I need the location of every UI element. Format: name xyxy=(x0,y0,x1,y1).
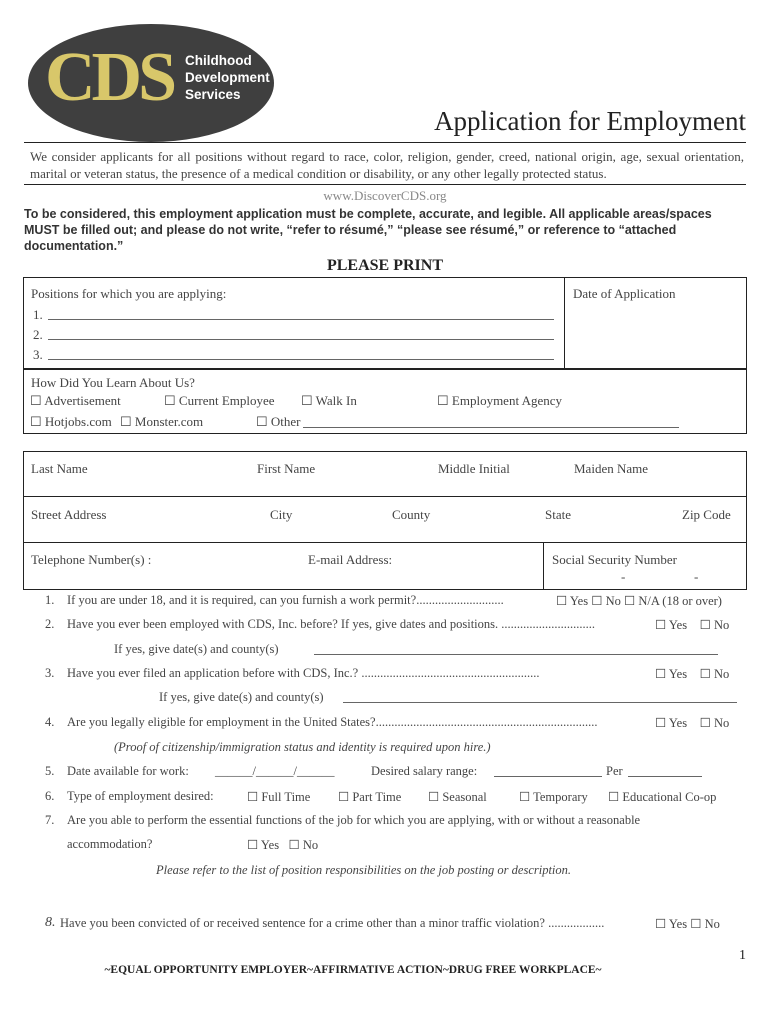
question-3-answers xyxy=(655,666,729,682)
q4-no-label: No xyxy=(713,716,730,730)
question-6-number: 6. xyxy=(45,789,55,803)
question-3-text: Have you ever filed an application before with CDS, Inc.? ......................................................... xyxy=(67,666,540,680)
instructions: To be considered, this employment application must be complete, accurate, and legible. All applicable areas/spaces MUST be filled out; and please do not write, “refer to résumé,” “please see résumé,” or reference to “attached documentation.” xyxy=(24,207,712,253)
desired-salary-input[interactable] xyxy=(494,762,602,777)
question-8-answers xyxy=(655,916,720,932)
current-employee-checkbox[interactable] xyxy=(164,393,176,408)
logo-line-2: Development xyxy=(185,70,270,85)
question-3-followup-label: If yes, give date(s) and county(s) xyxy=(159,690,324,704)
q7-yes-label: Yes xyxy=(260,838,280,852)
position-3-input[interactable] xyxy=(48,345,554,360)
q7-no-checkbox[interactable] xyxy=(288,838,299,852)
desired-salary-label: Desired salary range: xyxy=(371,764,478,778)
part-time-checkbox[interactable] xyxy=(338,790,349,804)
q3-no-label: No xyxy=(713,667,730,681)
referral-source-label: How Did You Learn About Us? xyxy=(31,375,195,390)
employment-agency-checkbox[interactable] xyxy=(437,393,449,408)
q2-yes-label: Yes xyxy=(668,618,688,632)
question-2-answers xyxy=(655,617,729,633)
date-available-input[interactable]: ______/______/______ xyxy=(215,764,335,778)
question-4-note: (Proof of citizenship/immigration status and identity is required upon hire.) xyxy=(114,740,491,754)
seasonal-option[interactable] xyxy=(428,789,487,805)
logo-line-1: Childhood xyxy=(185,53,252,68)
walk-in-option[interactable] xyxy=(301,393,357,409)
q1-yes-checkbox[interactable] xyxy=(556,594,567,608)
part-time-label: Part Time xyxy=(352,790,402,804)
middle-initial-label: Middle Initial xyxy=(438,461,510,476)
q8-no-checkbox[interactable] xyxy=(690,917,701,931)
current-employee-option[interactable] xyxy=(164,393,275,409)
q8-yes-checkbox[interactable] xyxy=(655,917,666,931)
logo-line-3: Services xyxy=(185,87,241,102)
position-1-number: 1. xyxy=(33,307,43,322)
other-option[interactable] xyxy=(256,414,301,430)
footer-slogan: ~EQUAL OPPORTUNITY EMPLOYER~AFFIRMATIVE ACTION~DRUG FREE WORKPLACE~ xyxy=(104,964,602,976)
zip-code-label: Zip Code xyxy=(682,507,731,522)
question-8-text: Have you been convicted of or received sentence for a crime other than a minor traffic violation? .................. xyxy=(60,916,605,930)
question-5-number: 5. xyxy=(45,764,55,778)
question-3-followup-input[interactable] xyxy=(343,688,737,703)
question-2-followup-label: If yes, give date(s) and county(s) xyxy=(114,642,279,656)
temporary-option[interactable] xyxy=(519,789,588,805)
monster-checkbox[interactable] xyxy=(120,414,132,429)
temporary-checkbox[interactable] xyxy=(519,790,530,804)
monster-label: Monster.com xyxy=(134,414,204,429)
q7-yes-checkbox[interactable] xyxy=(247,838,258,852)
please-print-heading: PLEASE PRINT xyxy=(326,257,444,274)
question-6-label: Type of employment desired: xyxy=(67,789,214,803)
first-name-label: First Name xyxy=(257,461,316,476)
state-label: State xyxy=(545,507,571,522)
advertisement-label: Advertisement xyxy=(44,393,121,408)
part-time-option[interactable] xyxy=(338,789,401,805)
question-3-number: 3. xyxy=(45,666,55,680)
q3-no-checkbox[interactable] xyxy=(700,667,711,681)
positions-label: Positions for which you are applying: xyxy=(31,286,227,301)
q2-no-checkbox[interactable] xyxy=(700,618,711,632)
question-2-text: Have you ever been employed with CDS, Inc. before? If yes, give dates and positions. .............................. xyxy=(67,617,596,631)
salary-per-label: Per xyxy=(606,764,623,778)
employment-agency-option[interactable] xyxy=(437,393,562,409)
question-7-answers xyxy=(247,837,318,853)
q3-yes-label: Yes xyxy=(668,667,688,681)
q2-yes-checkbox[interactable] xyxy=(655,618,666,632)
question-7-note: Please refer to the list of position responsibilities on the job posting or description. xyxy=(156,863,572,877)
q8-no-label: No xyxy=(704,917,720,931)
question-7-text: Are you able to perform the essential functions of the job for which you are applying, with or without a reasonable xyxy=(67,813,641,827)
question-7-number: 7. xyxy=(45,813,55,827)
position-1-input[interactable] xyxy=(48,305,554,320)
name-fields[interactable] xyxy=(24,478,746,495)
date-of-application-label: Date of Application xyxy=(573,286,676,301)
ssn-dash-2: - xyxy=(694,569,699,584)
question-1-number: 1. xyxy=(45,593,55,607)
salary-per-input[interactable] xyxy=(628,762,702,777)
eeo-statement: We consider applicants for all positions without regard to race, color, religion, gender, creed, national origin, age, sexual orientation, marital or veteran status, the presence of a medical condition or disability, or any other legally protected status. xyxy=(30,149,744,181)
q8-yes-label: Yes xyxy=(668,917,688,931)
ssn-dash-1: - xyxy=(621,569,626,584)
advertisement-checkbox[interactable] xyxy=(30,393,42,408)
q4-yes-label: Yes xyxy=(668,716,688,730)
question-5-label: Date available for work: xyxy=(67,764,189,778)
logo-text xyxy=(185,52,270,103)
question-7-text-continued: accommodation? xyxy=(67,837,153,851)
personal-row-divider-2 xyxy=(23,542,747,543)
q4-yes-checkbox[interactable] xyxy=(655,716,666,730)
company-logo xyxy=(27,22,275,148)
eeo-rule xyxy=(24,184,746,185)
question-2-followup-input[interactable] xyxy=(314,640,718,655)
seasonal-checkbox[interactable] xyxy=(428,790,439,804)
q7-no-label: No xyxy=(302,838,319,852)
position-2-number: 2. xyxy=(33,327,43,342)
q1-na-label: N/A (18 or over) xyxy=(638,594,722,608)
last-name-label: Last Name xyxy=(31,461,88,476)
educational-coop-label: Educational Co-op xyxy=(622,790,717,804)
ssn-field[interactable] xyxy=(545,570,745,589)
page-title: Application for Employment xyxy=(434,106,746,136)
hotjobs-checkbox[interactable] xyxy=(30,414,42,429)
walk-in-label: Walk In xyxy=(315,393,357,408)
position-3-number: 3. xyxy=(33,347,43,362)
question-2-number: 2. xyxy=(45,617,55,631)
logo-letters: CDS xyxy=(45,39,174,116)
seasonal-label: Seasonal xyxy=(442,790,487,804)
position-2-input[interactable] xyxy=(48,325,554,340)
q2-no-label: No xyxy=(713,618,730,632)
telephone-field[interactable] xyxy=(24,570,304,589)
street-address-label: Street Address xyxy=(31,507,107,522)
monster-option[interactable] xyxy=(120,414,203,430)
county-label: County xyxy=(392,507,431,522)
question-8-number: 8. xyxy=(45,915,56,930)
website-link[interactable]: www.DiscoverCDS.org xyxy=(323,188,447,203)
question-1-text: If you are under 18, and it is required, can you furnish a work permit?............................ xyxy=(67,593,504,607)
question-4-number: 4. xyxy=(45,715,55,729)
employment-agency-label: Employment Agency xyxy=(451,393,563,408)
question-1-answers xyxy=(556,593,722,609)
other-source-input[interactable] xyxy=(303,414,679,428)
full-time-checkbox[interactable] xyxy=(247,790,258,804)
personal-row-divider-1 xyxy=(23,496,747,497)
maiden-name-label: Maiden Name xyxy=(574,461,649,476)
question-4-answers xyxy=(655,715,729,731)
educational-coop-checkbox[interactable] xyxy=(608,790,619,804)
address-fields[interactable] xyxy=(24,524,746,541)
q1-no-label: No xyxy=(605,594,621,608)
hotjobs-option[interactable] xyxy=(30,414,112,430)
current-employee-label: Current Employee xyxy=(178,393,275,408)
ssn-divider xyxy=(543,542,544,590)
educational-coop-option[interactable] xyxy=(608,789,716,805)
email-label: E-mail Address: xyxy=(308,552,393,567)
q1-na-checkbox[interactable] xyxy=(624,594,635,608)
email-field[interactable] xyxy=(305,570,541,589)
walk-in-checkbox[interactable] xyxy=(301,393,313,408)
page-number: 1 xyxy=(739,948,746,963)
title-rule xyxy=(24,142,746,143)
ssn-label: Social Security Number xyxy=(552,552,677,567)
q1-yes-label: Yes xyxy=(569,594,589,608)
other-checkbox[interactable] xyxy=(256,414,268,429)
q4-no-checkbox[interactable] xyxy=(700,716,711,730)
temporary-label: Temporary xyxy=(533,790,588,804)
city-label: City xyxy=(270,507,293,522)
q1-no-checkbox[interactable] xyxy=(591,594,602,608)
advertisement-option[interactable] xyxy=(30,393,121,409)
full-time-label: Full Time xyxy=(261,790,311,804)
other-label: Other xyxy=(270,414,301,429)
q3-yes-checkbox[interactable] xyxy=(655,667,666,681)
telephone-label: Telephone Number(s) : xyxy=(31,552,152,567)
full-time-option[interactable] xyxy=(247,789,310,805)
date-of-application-field[interactable] xyxy=(566,304,744,366)
positions-divider xyxy=(564,277,565,369)
question-4-text: Are you legally eligible for employment in the United States?....................................................................... xyxy=(67,715,598,729)
hotjobs-label: Hotjobs.com xyxy=(44,414,112,429)
